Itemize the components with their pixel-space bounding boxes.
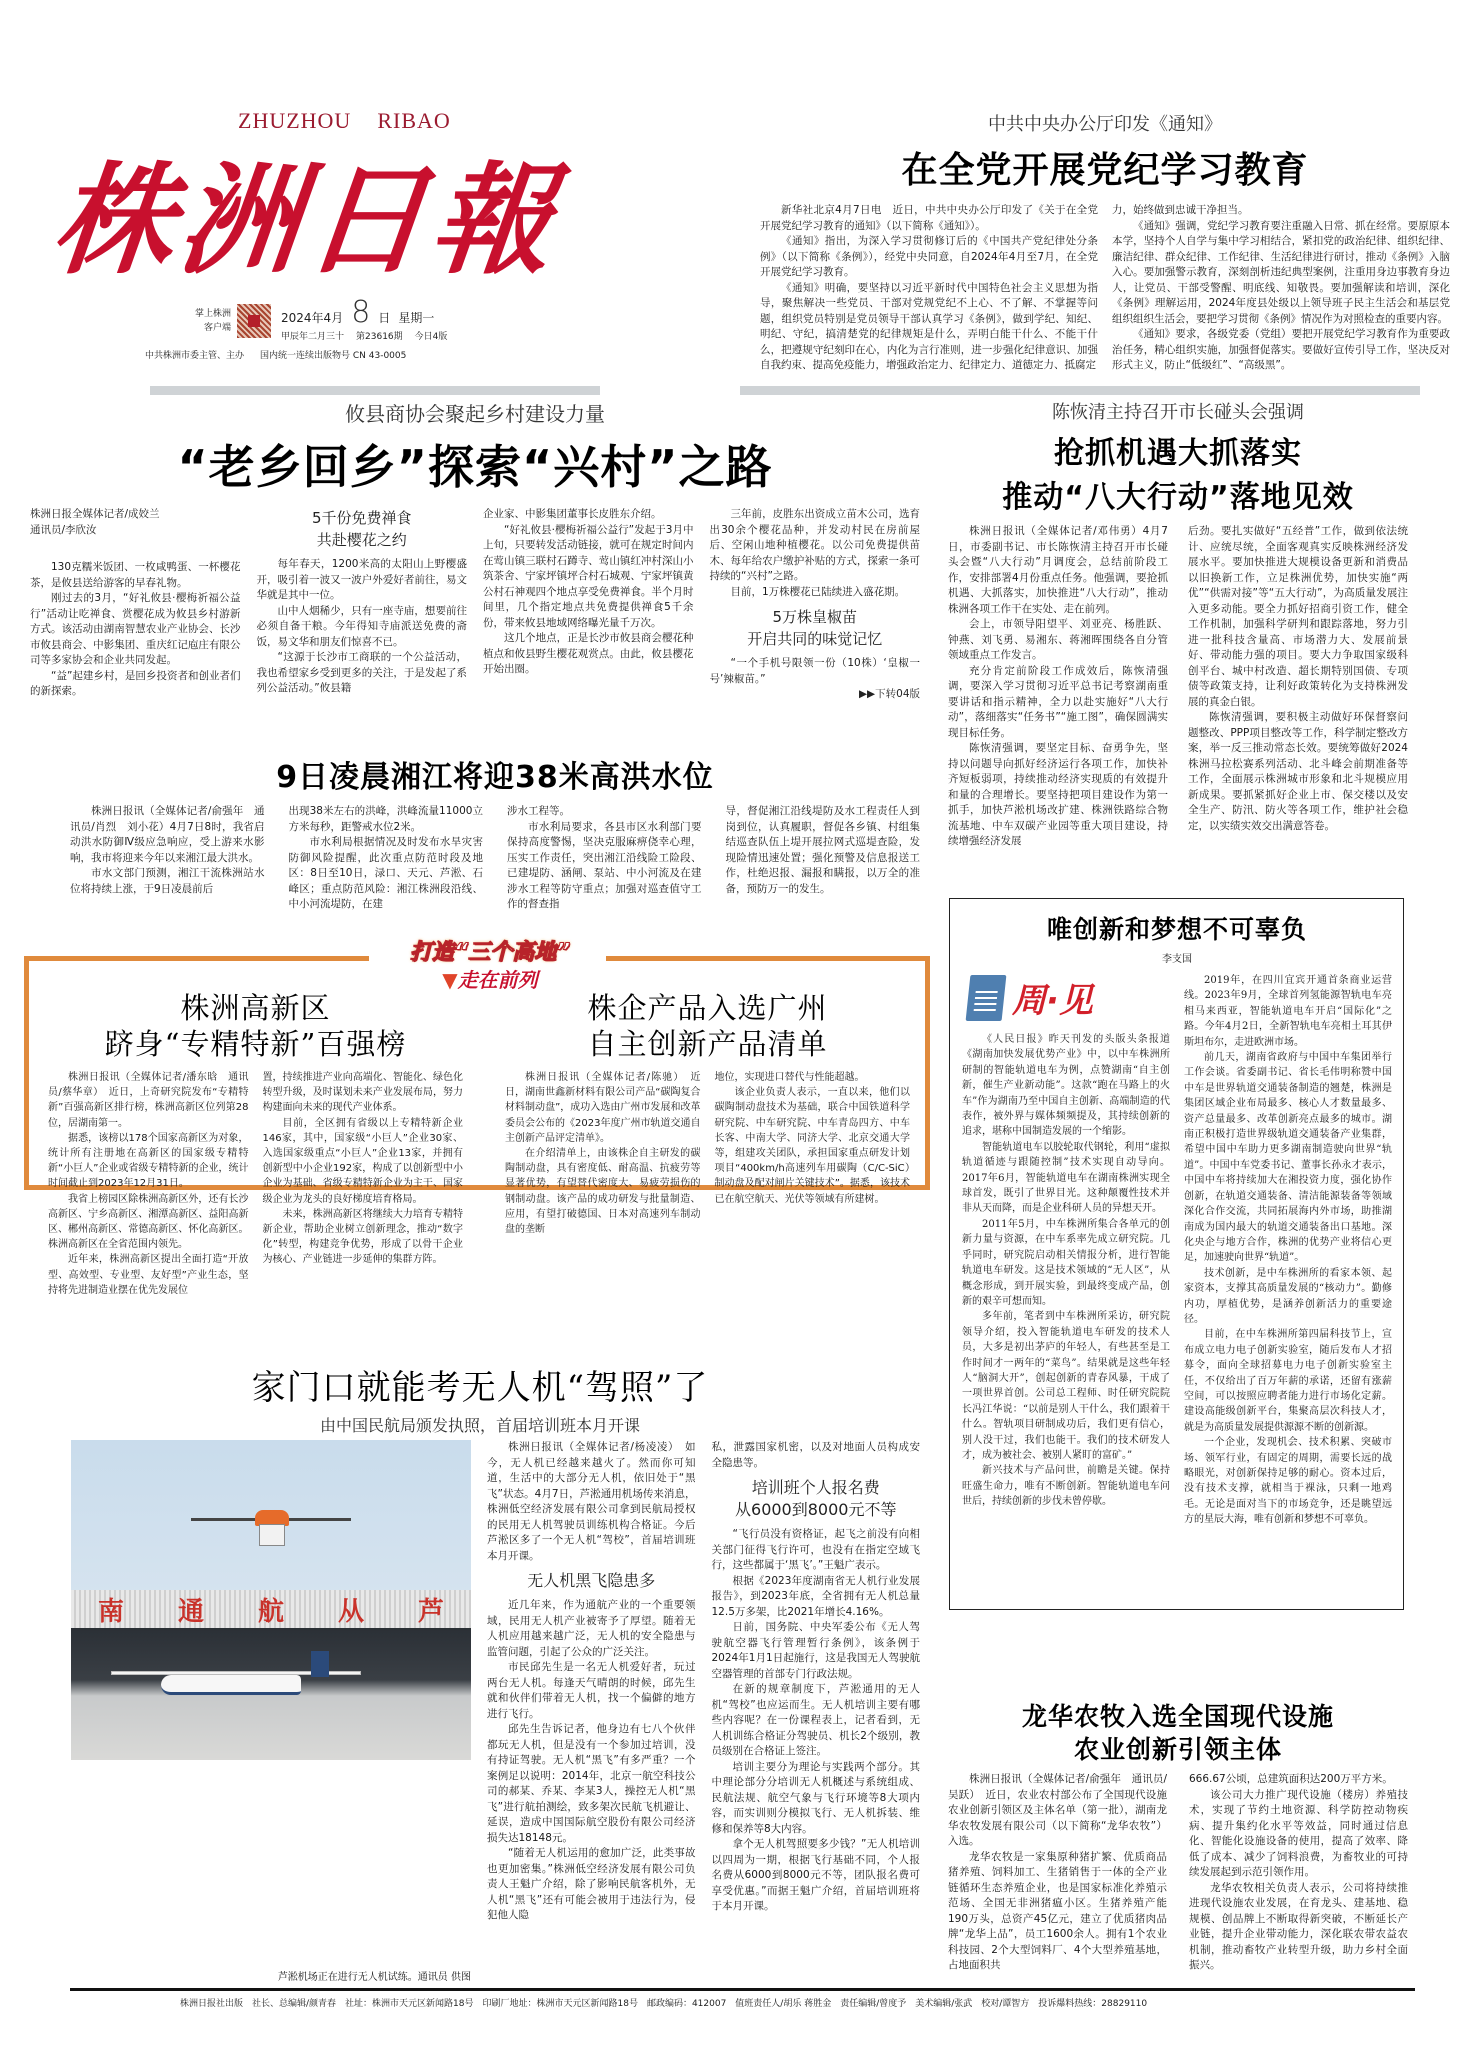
mayor-kicker: 陈恢清主持召开市长碰头会强调 — [1052, 402, 1304, 423]
footer-rule — [70, 1988, 1415, 1991]
drone-photo[interactable] — [71, 1440, 471, 1760]
footer-imprint: 株洲日报社出版 社长、总编辑/颜青春 社址：株洲市天元区新闻路18号 印刷厂地址：株洲市天元区新闻路18号 邮政编码：412007 值班责任人/胡乐 蒋胜金 责任编辑/曾度予 美术编辑/张武 校对/谭智方 投诉爆料热线：28829110 — [180, 1999, 1148, 2009]
masthead-logo: 株洲日報 — [46, 150, 566, 291]
notebook-icon — [966, 975, 1007, 1021]
opinion-col-1: 周·见 《人民日报》昨天刊发的头版头条报道《湖南加快发展优势产业》中，以中车株洲所研制的智能轨道电车为例，点赞湖南“自主创新，催生产业新动能”。这款“跑在马路上的火车”作为湖南乃至中国自主创新、高端制造的代表作，被外界与媒体频频提及，其持续创新的追求，堪称中国制造发展的一个缩影。 智能轨道电车以胶轮取代钢轮，利用“虚拟轨道循迹与跟随控制”技术实现自动导向。2017年6月，智能轨道电车在湖南株洲实现全球首发，既引了世界目光。这种颠覆性技术并非从天而降，而是企业科研人员的异想天开。 2011年5月，中车株洲所集合各单元的创新力量与资源，在中车系率先成立研究院。几乎同时，研究院启动相关情报分析，进行智能轨道电车研发。这是技术领域的“无人区”，从概念形成，到开展实验，到最终变成产品，创新的艰辛可想而知。 多年前，笔者到中车株洲所采访，研究院领导介绍，投入智能轨道电车研发的技术人员，大多是初出茅庐的年轻人，有些甚至是工作时间才一两年的“菜鸟”。结果就是这些年轻人“脑洞大开”，创起创新的青春风暴，干成了一项世界首创。公司总工程师、时任研究院院长冯江华说：“以前是别人干什么，我们跟着干什么。智轨项目研制成功后，我们更有信心，别人没干过，我们也能干。我们的技术研发人才，成为被社会、被别人紧盯的富矿。” 新兴技术与产品问世，前瞻是关键。保持旺盛生命力，唯有不断创新。智能轨道电车问世后，持续创新的步伐未曾停歇。 — [962, 973, 1170, 1528]
mayor-col-2: 后劲。要扎实做好“五经普”工作，做到依法统计、应统尽统，全面客观真实反映株洲经济发展水平。要加快推进大规模设备更新和消费品以旧换新工作，立足株洲优势，加快实施“两优”“供需对接”等“五大行动”，为高质量发展注入更多动能。要全力抓好招商引资工作，健全工作机制，加强科学研判和跟踪落地，努力引进一批科技含量高、市场潜力大、发展前景好、带动能力强的项目。要大力争取国家级科创平台、城中村改造、超长期特别国债、专项债等政策支持，让利好政策转化为支持株洲发展的真金白银。 陈恢清强调，要积极主动做好环保督察问题整改、PPP项目整改等工作，科学制定整改方案，举一反三推动常态长效。要统筹做好2024株洲马拉松赛系列活动、北斗峰会前期准备等工作，全面展示株洲城市形象和北斗规模应用新成果。要抓紧抓好企业上市、保交楼以及安全生产、防汛、防火等各项工作，维护社会稳定，以实绩实效交出满意答卷。 — [1188, 525, 1408, 832]
lead-col-1: 新华社北京4月7日电 近日，中共中央办公厅印发了《关于在全党开展党纪学习教育的通知》（以下简称《通知》）。 《通知》指出，为深入学习贯彻修订后的《中国共产党纪律处分条例》（以下简称《条例》），经党中央同意，自2024年4月至7月，在全党开展党纪学习教育。 《通知》明确，要坚持以习近平新时代中国特色社会主义思想为指导，聚焦解决一些党员、干部对党规党纪不上心、不了解、不掌握等问题，组织党员特别是党员领导干部认真学习《条例》，做到学纪、知纪、明纪、守纪，搞清楚党的纪律规矩是什么，弄明白能干什么、不能干什么，把遵规守纪刻印在心，内化为言行准则，进一步强化纪律意识、加强自我约束、提高免疫能力，增强政治定力、纪律定力、道德定力、抵腐定 — [760, 204, 1098, 371]
lead-article — [760, 110, 1450, 374]
qr-code-icon[interactable] — [237, 304, 271, 338]
drone-body — [487, 1440, 920, 1924]
flood-headline: 9日凌晨湘江将迎38米高洪水位 — [276, 760, 714, 795]
subhead: 开启共同的味觉记忆 — [747, 630, 883, 648]
cn-number: 国内统一连续出版物号 CN 43-0005 — [260, 351, 407, 361]
opinion-article — [962, 910, 1392, 1528]
lunar-date: 甲辰年二月三十 — [281, 332, 345, 342]
subhead: 共赴樱花之约 — [316, 531, 407, 549]
farm-headline-2: 农业创新引领主体 — [1073, 1735, 1282, 1764]
masthead-divider — [150, 386, 600, 395]
column-logo: 周·见 — [962, 973, 1170, 1022]
drone-article — [40, 1360, 920, 1436]
drone-col-1: 株洲日报讯（全媒体记者/杨凌凌） 如今，无人机已经越来越火了。然而你可知道，生活中的大部分无人机，依旧处于“黑飞”状态。4月7日，芦淞通用机场传来消息，株洲低空经济发展有限公司拿到民航局授权的民用无人机驾驶员训练机构合格证。今后芦淞区多了一个无人机“驾校”，首届培训班本月开课。 无人机黑飞隐患多 近几年来，作为通航产业的一个重要领域，民用无人机产业被寄予了厚望。随着无人机应用越来越广泛，无人机的安全隐患与监管问题，引起了公众的广泛关注。 市民邱先生是一名无人机爱好者，玩过两台无人机。每逢天气晴朗的时候，邱先生就和伙伴们带着无人机，找一个偏僻的地方进行飞行。 邱先生告诉记者，他身边有七八个伙伴都玩无人机，但是没有一个参加过培训，没有持证驾驶。无人机“黑飞”有多严重？一个案例足以说明：2014年，北京一航空科技公司的郝某、乔某、李某3人，操控无人机“黑飞”进行航拍测绘，致多架次民航飞机避让、延误，造成中国国际航空股份有限公司经济损失达18148元。 “随着无人机运用的愈加广泛，此类事故也更加密集。”株洲低空经济发展有限公司负责人王魁广介绍，除了影响民航客机外，无人机“黑飞”还有可能会被用于违法行为，侵犯他人隐 — [487, 1441, 696, 1921]
issue-day: 8 — [351, 295, 371, 330]
byline: 通讯员/李欣汝 — [30, 523, 97, 536]
weekday: 星期一 — [398, 311, 435, 325]
page-count: 今日4版 — [414, 332, 448, 342]
issue-date: 2024年4月 — [281, 311, 344, 325]
hangar-sign: 南 通 航 从 芦 — [71, 1590, 471, 1628]
brake-col-1: 株洲日报讯（全媒体记者/陈驰） 近日，湖南世鑫新材料有限公司产品“碳陶复合材料制动盘”，成功入选由广州市发展和改革委员会公布的《2023年度广州市轨道交通自主创新产品评定清单》。 在介绍清单上，由该株企自主研发的碳陶制动盘，具有密度低、耐高温、抗疲劳等显著优势，有望替代密度大、易疲劳损伤的钢制动盘。该产品的成功研发与批量制造、应用，有望打破德国、日本对高速列车制动盘的垄断 — [505, 1072, 701, 1236]
brake-headline-1: 株企产品入选广州 — [587, 991, 828, 1025]
farm-article — [948, 1700, 1408, 1974]
farm-col-1: 株洲日报讯（全媒体记者/俞强年 通讯员/吴跃） 近日，农业农村部公布了全国现代设施农业创新引领区及主体名单（第一批），湖南龙华农牧发展有限公司（以下简称“龙华农牧”）入选。 龙华农牧是一家集原种猪扩繁、优质商品猪养殖、饲料加工、生猪销售于一体的全产业链循环生态养殖企业，也是国家标准化养殖示范场、全国无非洲猪瘟小区。生猪养殖产能190万头，总资产45亿元，建立了优质猪肉品牌“龙华上品”，员工1600余人。拥有1个农业科技园、2个大型饲料厂、4个大型养殖基地，占地面积共 — [948, 1773, 1167, 1971]
subhead: 5万株皇椒苗 — [772, 608, 858, 626]
hitech-col-1: 株洲日报讯（全媒体记者/潘东晗 通讯员/蔡华章） 近日，上奇研究院发布“专精特新”百强高新区排行榜，株洲高新区位列第28位，居湖南第一。 据悉，该榜以178个国家高新区为对象，统计所有注册地在高新区的国家级专精特新“小巨人”企业或省级专精特新的企业，统计时间截止到2023年12月31日。 我省上榜园区除株洲高新区外，还有长沙高新区、宁乡高新区、湘潭高新区、益阳高新区、郴州高新区、常德高新区、怀化高新区。株洲高新区在全省范围内领先。 近年来，株洲高新区提出全面打造“开放型、高效型、专业型、友好型”产业生态，坚持将先进制造业摆在优先发展位 — [48, 1072, 249, 1296]
flood-col-3: 涉水工程等。 市水利局要求，各县市区水利部门要保持高度警惕，坚决克服麻痹侥幸心理，压实工作责任，突出湘江沿线险工险段、已建堤防、涵闸、泵站、中小河流及在建涉水工程等防守重点；加强对巡查值守工作的督查指 — [507, 805, 702, 910]
opinion-author: 李支国 — [1162, 954, 1192, 965]
village-col-4: 三年前，皮胜东出资成立苗木公司，选育出30余个樱花品种，并发动村民在房前屋后、空闲山地种植樱花。以公司免费提供苗木、每年给农户缴护补贴的方式，探索一条可持续的“兴村”之路。 目前，1万株樱花已陆续进入盛花期。 5万株皇椒苗 开启共同的味觉记忆 “一个手机号限领一份（10株）‘皇椒一号’辣椒苗。” ▶▶下转04版 — [710, 507, 921, 703]
lead-col-2: 力，始终做到忠诚干净担当。 《通知》强调，党纪学习教育要注重融入日常、抓在经常。要原原本本学，坚持个人自学与集中学习相结合，紧扣党的政治纪律、组织纪律、廉洁纪律、群众纪律、工作纪律、生活纪律进行研讨，推动《条例》入脑入心。要加强警示教育，深刻剖析违纪典型案例，注重用身边事教育身边人，让党员、干部受警醒、明底线、知敬畏。要加强解读和培训，深化《条例》理解运用，2024年度县处级以上领导班子民主生活会和基层党组织组织生活会，要把学习贯彻《条例》情况作为对照检查的重要内容。 《通知》要求，各级党委（党组）要把开展党纪学习教育作为重要政治任务，精心组织实施，加强督促落实。要做好宣传引导工作，坚决反对形式主义，防止“低级红”、“高级黑”。 — [1112, 204, 1450, 371]
hitech-headline-1: 株洲高新区 — [180, 991, 331, 1025]
hitech-col-2: 置，持续推进产业向高端化、智能化、绿色化转型升级，及时谋划未来产业发展布局，努力构建面向未来的现代产业体系。 目前，全区拥有省级以上专精特新企业146家，其中，国家级“小巨人”企业30家、入选国家级重点“小巨人”企业13家，并拥有创新型中小企业192家，构成了以创新型中小企业为基础、省级专精特新企业为主干、国家级企业为龙头的良好梯度培育格局。 未来，株洲高新区将继续大力培育专精特新企业，帮助企业树立创新理念，推动“数字化”转型，构建竞争优势，形成了以骨干企业为核心、产业链进一步延伸的集群方阵。 — [262, 1072, 463, 1266]
jump-link[interactable]: ▶▶下转04版 — [858, 688, 920, 700]
farm-headline-1: 龙华农牧入选全国现代设施 — [1021, 1702, 1334, 1731]
opinion-col-2: 2019年，在四川宜宾开通首条商业运营线。2023年9月，全球首列氢能源智轨电车亮相马来西亚，智能轨道电车开启“国际化”之路。今年4月2日，全新智轨电车亮相土耳其伊斯坦布尔，走进欧洲市场。 前几天，湖南省政府与中国中车集团举行工作会谈。省委副书记、省长毛伟明称赞中国中车是世界轨道交通装备制造的翘楚，株洲是集团区域企业布局最多、核心人才数量最多、资产总量最多、改革创新亮点最多的城市。湖南正积极打造世界级轨道交通装备产业集群，希望中国中车助力更多湖南制造驶向世界“轨道”。中国中车党委书记、董事长孙永才表示，中国中车将持续加大在湘投资力度，强化协作创新，在轨道交通装备、清洁能源装备等领域深化合作交流，共同拓展海内外市场，助推湖南成为国内最大的轨道交通装备出口基地。深化央企与地方合作，株洲的优势产业将信心更足，加速驶向世界“轨道”。 技术创新，是中车株洲所的看家本领、起家资本，支撑其高质量发展的“核动力”。勤修内功，厚植优势，是涵养创新活力的重要途径。 目前，在中车株洲所第四届科技节上，宣布成立电力电子创新实验室，随后发布人才招募令，面向全球招募电力电子创新实验室主任，不仅给出了百万年薪的承诺，还留有涨薪空间，可以按照应聘者能力进行市场化定薪。建设高能级创新平台，集聚高层次科技人才，就是为高质量发展提供源源不断的创新源。 一个企业，发现机会、技术积累、突破市场、领军行业，有固定的周期，需要长远的战略眼光，对创新保持足够的耐心。资本过后，没有技术支撑，就相当于裸泳，只剩一地鸡毛。无论是面对当下的市场竞争，还是眺望远方的星辰大海，唯有创新和梦想不可辜负。 — [1184, 975, 1392, 1526]
flood-col-4: 导，督促湘江沿线堤防及水工程责任人到岗到位，认真履职，督促各乡镇、村组集结巡查队伍上堤开展拉网式巡堤查险，发现险情迅速处置；强化预警及信息报送工作，杜绝迟报、漏报和瞒报，以万全的准备，预防万一的发生。 — [725, 805, 920, 895]
village-col-3: 企业家、中影集团董事长皮胜东介绍。 “好礼攸县·樱梅祈福公益行”发起于3月中上旬，只要转发活动链接，就可在规定时间内在莺山镇三联村石蹲寺、莺山镇红冲村深山小筑茶舍、宁家坪镇坪合村石城观、宁家坪镇黄公村石神观四个地点享受免费禅食。半个月时间里，几个指定地点共免费提供禅食5千余份，带来攸县地域网络曝光量千万次。 这几个地点，正是长沙市攸县商会樱花种植点和攸县野生樱花观赏点。由此，攸县樱花开始出圈。 — [483, 508, 694, 675]
hitech-article — [48, 990, 463, 1298]
mayor-article — [948, 398, 1408, 850]
app-label-2: 客户端 — [204, 323, 232, 333]
brake-headline-2: 自主创新产品清单 — [587, 1027, 828, 1061]
byline: 株洲日报全媒体记者/成姣兰 — [30, 508, 160, 520]
masthead-info — [145, 295, 595, 361]
mayor-headline-1: 抢抓机遇大抓落实 — [1054, 436, 1302, 471]
lead-divider — [740, 386, 1420, 395]
triangle-icon: ▼ — [442, 968, 458, 992]
drone-icon — [191, 1500, 351, 1560]
feature-banner — [375, 935, 605, 993]
masthead-pinyin: ZHUZHOU RIBAO — [238, 108, 451, 133]
lead-headline: 在全党开展党纪学习教育 — [901, 150, 1309, 191]
flood-article — [70, 752, 920, 913]
drone-subhead: 由中国民航局颁发执照，首届培训班本月开课 — [319, 1416, 640, 1435]
village-article — [30, 398, 920, 703]
flood-col-2: 出现38米左右的洪峰，洪峰流量11000立方米每秒，距警戒水位2米。 市水利局根据情况及时发布水旱灾害防御风险提醒，此次重点防范时段及地区：8日至10日，渌口、天元、芦淞、石峰区；重点防范风险：湘江株洲段沿线、中小河流堤防，在建 — [288, 805, 483, 910]
village-kicker: 攸县商协会聚起乡村建设力量 — [345, 402, 605, 426]
sponsor: 中共株洲市委主管、主办 — [145, 351, 245, 361]
hitech-headline-2: 跻身“专精特新”百强榜 — [104, 1027, 407, 1061]
issue-day-suffix: 日 — [378, 311, 391, 325]
drone-col-2: 私，泄露国家机密，以及对地面人员构成安全隐患等。 培训班个人报名费 从6000到8000元不等 “飞行员没有资格证，起飞之前没有向相关部门征得飞行许可，也没有在指定空域飞行，这些都属于‘黑飞’。”王魁广表示。 根据《2023年度湖南省无人机行业发展报告》，到2023年底，全省拥有无人机总量12.5万多架，比2021年增长4.16%。 日前，国务院、中央军委公布《无人驾驶航空器飞行管理暂行条例》，该条例于2024年1月1日起施行，这是我国无人驾驶航空器管理的首部专门行政法规。 在新的规章制度下，芦淞通用的无人机“驾校”也应运而生。无人机培训主要有哪些内容呢？在一份课程表上，记者看到，无人机训练合格证分驾驶员、机长2个级别，教员级别在合格证上签注。 培训主要分为理论与实践两个部分。其中理论部分分培训无人机概述与系统组成、民航法规、航空气象与飞行环境等8大项内容，而实训则分模拟飞行、无人机拆装、维修和保养等8大内容。 拿个无人机驾照要多少钱？”无人机培训以四周为一期，根据飞行基础不同，个人报名费从6000到8000元不等，团队报名费可享受优惠。”而据王魁广介绍，首届培训班将于本月开课。 — [711, 1441, 920, 1912]
opinion-headline: 唯创新和梦想不可辜负 — [1046, 915, 1307, 944]
mayor-headline-2: 推动“八大行动”落地见效 — [1002, 480, 1354, 515]
banner-bottom: 走在前列 — [457, 968, 538, 992]
mayor-col-1: 株洲日报讯（全媒体记者/邓伟勇）4月7日，市委副书记、市长陈恢清主持召开市长碰头会暨“八大行动”月调度会，总结前阶段工作，安排部署4月份重点任务。他强调，要抢抓机遇、大抓落实，加快推进“八大行动”，推动株洲各项工作干在实处、走在前列。 会上，市领导阳望平、刘亚亮、杨胜跃、钟燕、刘飞勇、易湘东、蒋湘晖围绕各自分管领域重点工作发言。 充分肯定前阶段工作成效后，陈恢清强调，要深入学习贯彻习近平总书记考察湖南重要讲话和指示精神，全力以赴实施好“八大行动”，落细落实“任务书”“施工图”，确保圆满实现目标任务。 陈恢清强调，要坚定目标、奋勇争先，坚持以问题导向抓好经济运行各项工作，加快补齐短板弱项，持续推动经济实现质的有效提升和量的合理增长。要坚持把项目建设作为第一抓手，加快芦淞机场改扩建、株洲铁路综合物流基地、中车双碳产业园等重大项目建设，持续增强经济发展 — [948, 525, 1168, 847]
brake-article — [505, 990, 910, 1237]
drone-headline: 家门口就能考无人机“驾照”了 — [251, 1368, 709, 1408]
subhead: 培训班个人报名费 — [751, 1478, 880, 1497]
farm-col-2: 666.67公顷，总建筑面积达200万平方米。 该公司大力推广现代设施（楼房）养殖技术，实现了节约土地资源、科学防控动物疾病、提升集约化水平等效益，同时通过信息化、智能化设施设备的使用，提高了效率、降低了成本、减少了饲料浪费，为畜牧业的可持续发展起到示范引领作用。 龙华农牧相关负责人表示，公司将持续推进现代设施农业发展，在育龙头、建基地、稳规模、创品牌上不断取得新突破，不断延长产业链，提升企业带动能力，深化联农带农益农机制，推动畜牧产业转型升级，助力乡村全面振兴。 — [1189, 1773, 1408, 1971]
app-label: 掌上株洲 — [195, 309, 232, 319]
issue-number: 第23616期 — [356, 332, 403, 342]
subhead: 从6000到8000元不等 — [735, 1500, 897, 1519]
village-col-2: 5千份免费禅食 共赴樱花之约 每年春天，1200米高的太阳山上野樱盛开，吸引着一波又一波户外爱好者前往，易文华就是其中一位。 山中人烟稀少，只有一座寺庙，想要前往必须自备干粮。今年得知寺庙派送免费的斋饭，易文华和朋友们惊喜不已。 “这源于长沙市工商联的一个公益活动，我也希望家乡受到更多的关注，于是发起了系列公益活动。”攸县籍 — [256, 509, 467, 694]
brake-col-2: 地位，实现进口替代与性能超越。 该企业负责人表示，一直以来，他们以碳陶制动盘技术为基础，联合中国铁道科学研究院、中车研究院、中车青岛四方、中车长客、中南大学、同济大学、北京交通大学等，组建攻关团队，承担国家重点研发计划项目“400km/h高速列车用碳陶（C/C-SiC）制动盘及配对闸片关键技术”。据悉，该技术已在航空航天、光伏等领域有所建树。 — [714, 1072, 910, 1205]
photo-caption: 芦淞机场正在进行无人机试练。通讯员 供图 — [277, 1972, 471, 1983]
lead-kicker: 中共中央办公厅印发《通知》 — [988, 114, 1222, 135]
banner-top: 打造“三个高地” — [409, 940, 571, 965]
village-col-1: 株洲日报全媒体记者/成姣兰 通讯员/李欣汝 130克糯米饭团、一枚咸鸭蛋、一杯樱花茶，是攸县送给游客的早春礼物。 刚过去的3月，“好礼攸县·樱梅祈福公益行”活动让吃禅食、赏樱花成为攸县乡村游新方式。该活动由湖南智慧农业产业协会、长沙市攸县商会、中影集团、重庆红记庖庄有限公司等多家协会和企业共同发起。 “益”起建乡村，是回乡投资者和创业者们的新探索。 — [30, 508, 241, 697]
subhead: 5千份免费禅食 — [311, 509, 412, 527]
subhead: 无人机黑飞隐患多 — [527, 1571, 656, 1590]
airplane-icon — [111, 1665, 361, 1705]
village-headline: “老乡回乡”探索“兴村”之路 — [177, 440, 773, 494]
flood-col-1: 株洲日报讯（全媒体记者/俞强年 通讯员/肖烈 刘小花）4月7日8时，我省启动洪水防御Ⅳ级应急响应，受上游来水影响，我市将迎来今年以来湘江最大洪水。 市水文部门预测，湘江干流株洲站水位将持续上涨，于9日凌晨前后 — [70, 805, 265, 895]
